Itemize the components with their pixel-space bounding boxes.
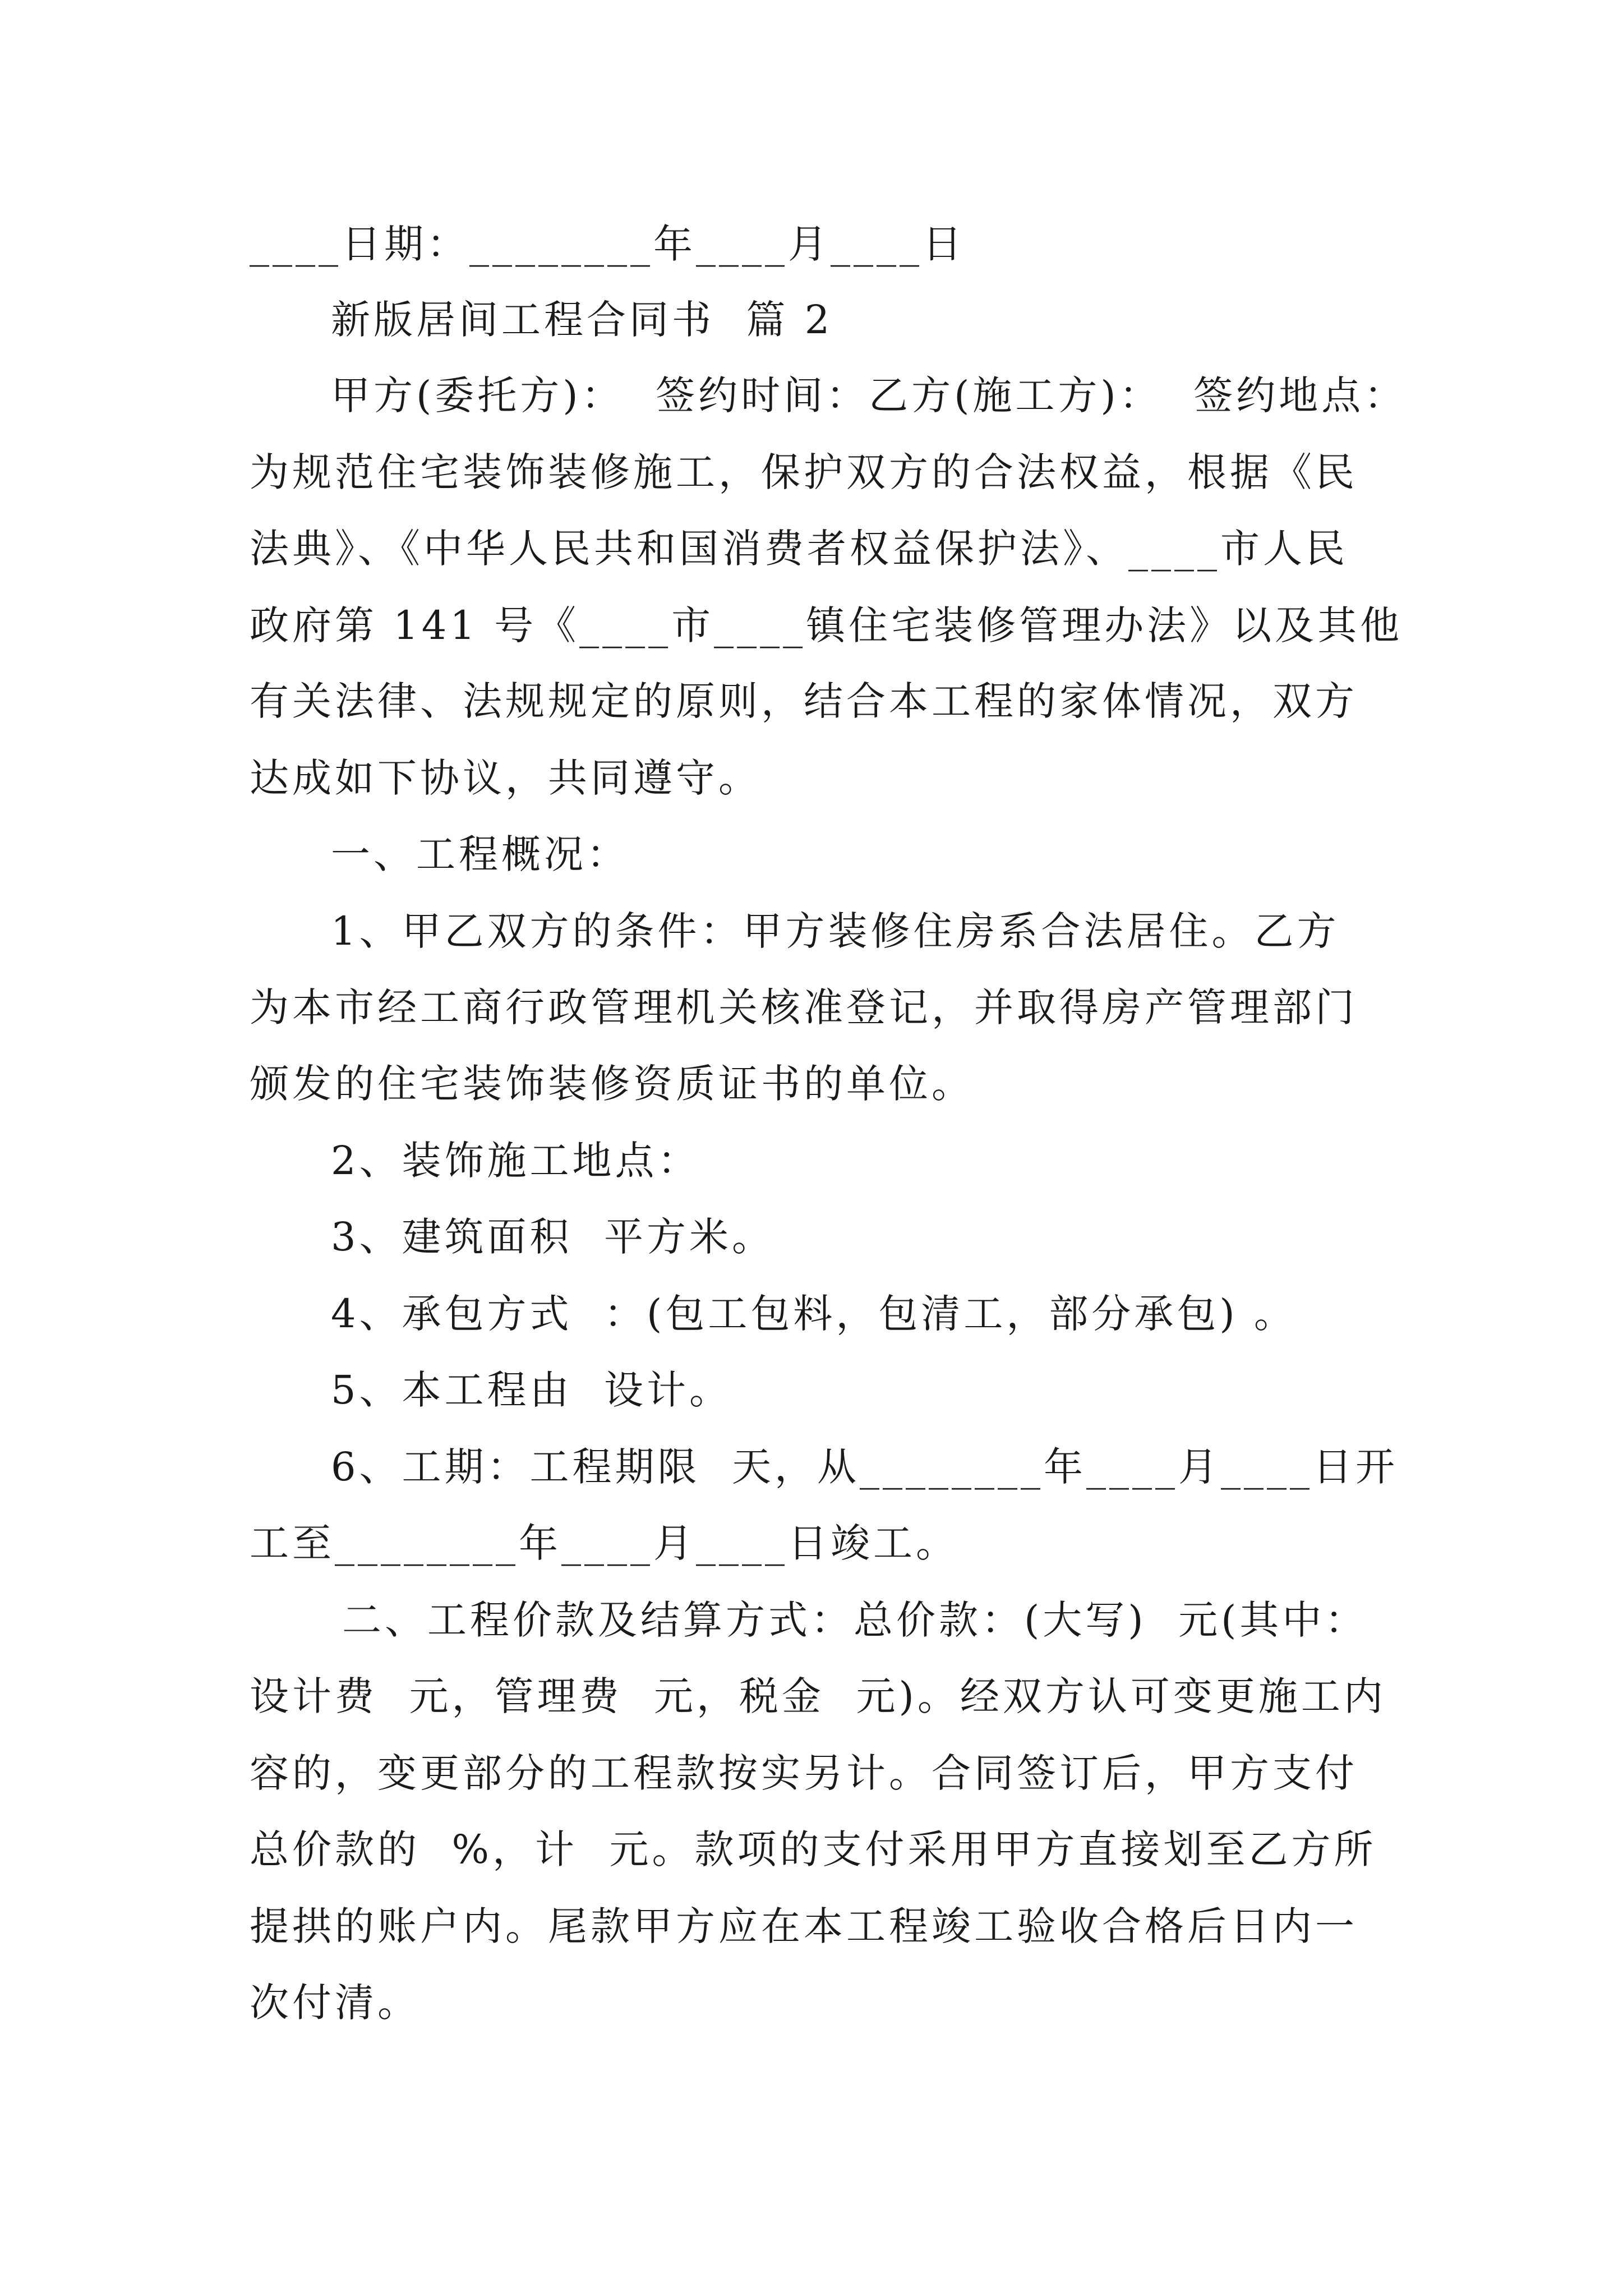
preamble-line: 政府第 141 号《____市____镇住宅装修管理办法》以及其他 <box>250 602 1403 648</box>
item-5: 5、本工程由 设计。 <box>331 1367 732 1413</box>
price-line: 提拱的账户内。尾款甲方应在本工程竣工验收合格后日内一 <box>250 1903 1358 1949</box>
item-1-line: 为本市经工商行政管理机关核准登记，并取得房产管理部门 <box>250 984 1358 1030</box>
item-3: 3、建筑面积 平方米。 <box>331 1214 775 1260</box>
price-line: 设计费 元，管理费 元，税金 元)。经双方认可变更施工内 <box>250 1673 1386 1719</box>
preamble-line: 达成如下协议，共同遵守。 <box>250 755 761 801</box>
item-4: 4、承包方式 ：(包工包料，包清工，部分承包) 。 <box>331 1291 1297 1337</box>
preamble-line: 为规范住宅装饰装修施工，保护双方的合法权益，根据《民 <box>250 449 1358 495</box>
item-1-line: 颁发的住宅装饰装修资质证书的单位。 <box>250 1061 974 1107</box>
heading-overview: 一、工程概况： <box>331 831 629 877</box>
item-2: 2、装饰施工地点： <box>331 1138 700 1184</box>
parties-line: 甲方(委托方)： 签约时间：乙方(施工方)： 签约地点： <box>331 372 1407 418</box>
preamble-line: 法典》、《中华人民共和国消费者权益保护法》、____市人民 <box>250 526 1348 572</box>
item-6-line: 6、工期：工程期限 天，从________年____月____日开 <box>331 1444 1399 1490</box>
preamble-line: 有关法律、法规规定的原则，结合本工程的家体情况，双方 <box>250 678 1358 724</box>
price-line: 总价款的 %，计 元。款项的支付采用甲方直接划至乙方所 <box>250 1826 1377 1872</box>
item-6-line: 工至________年____月____日竣工。 <box>250 1520 958 1566</box>
heading-price-line: 二、工程价款及结算方式：总价款：(大写) 元(其中： <box>342 1597 1368 1643</box>
price-line: 容的，变更部分的工程款按实另计。合同签订后，甲方支付 <box>250 1750 1358 1796</box>
price-line: 次付清。 <box>250 1980 420 2026</box>
section-title: 新版居间工程合同书 篇 2 <box>331 297 833 343</box>
date-line: ____日期：________年____月____日 <box>250 221 965 267</box>
item-1-line: 1、甲乙双方的条件：甲方装修住房系合法居住。乙方 <box>331 908 1340 954</box>
